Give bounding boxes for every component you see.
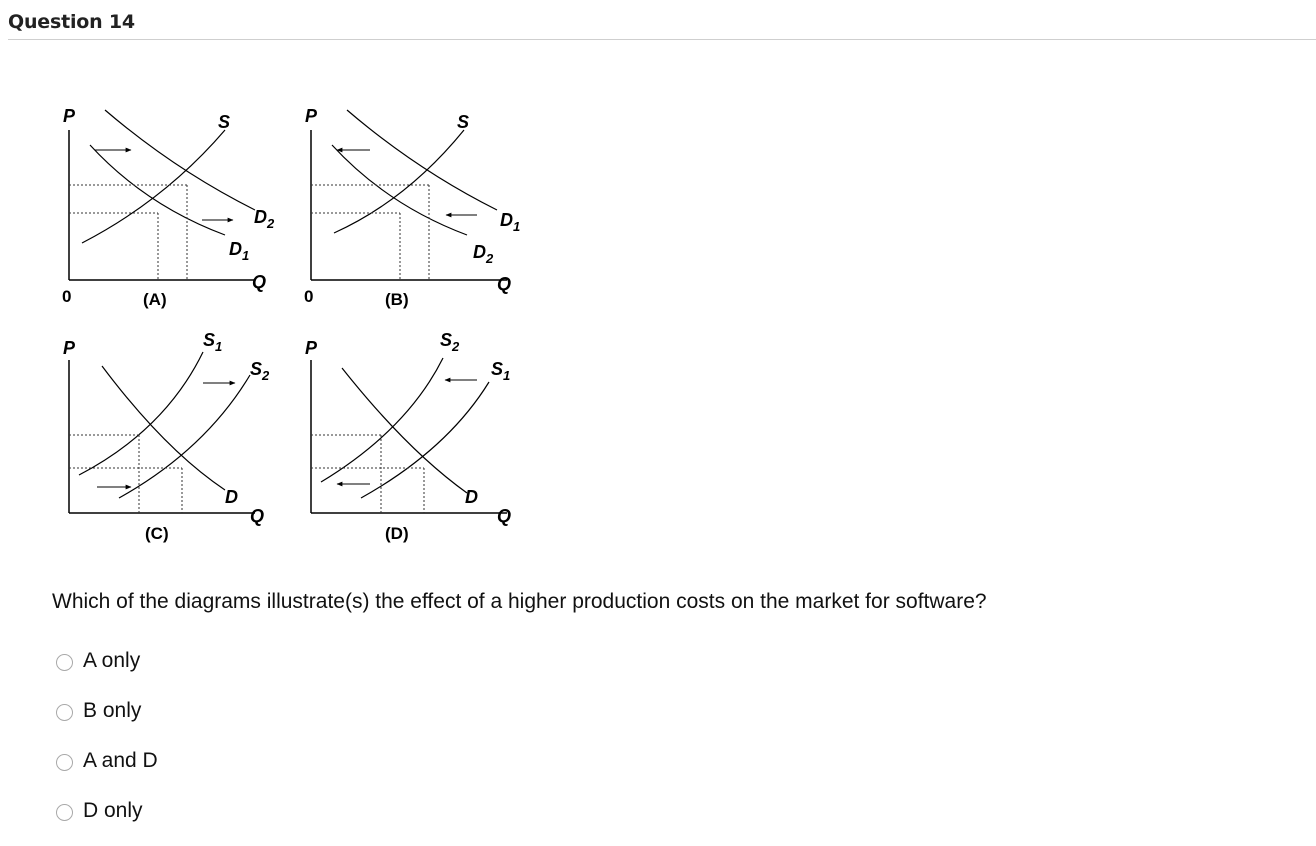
price-axis-label: P — [63, 338, 76, 358]
panel-b — [304, 106, 520, 309]
quantity-axis-label: Q — [250, 506, 265, 526]
demand-2-label: $D_2$ — [254, 207, 275, 231]
demand-curve — [342, 368, 467, 493]
demand-1-label: $D_1$ — [229, 239, 250, 263]
quantity-axis-label: Q — [497, 506, 512, 526]
option-label: B only — [83, 699, 142, 722]
panel-a — [62, 106, 275, 309]
option-label: D only — [83, 799, 143, 822]
option-a-and-d[interactable] — [56, 736, 158, 786]
demand-curve-2 — [105, 110, 255, 210]
option-label: A only — [83, 649, 141, 672]
option-a-only[interactable] — [56, 636, 158, 686]
panel-d — [305, 330, 511, 543]
option-label: A and D — [83, 749, 158, 772]
supply-1-label: $S_1$ — [203, 330, 223, 354]
radio-button[interactable] — [56, 754, 73, 771]
option-b-only[interactable] — [56, 686, 158, 736]
demand-label: D — [225, 487, 238, 507]
panel-c — [63, 330, 270, 543]
supply-2-label: $S_2$ — [250, 359, 270, 383]
radio-button[interactable] — [56, 704, 73, 721]
answer-options — [56, 636, 158, 836]
radio-button[interactable] — [56, 654, 73, 671]
demand-curve-1 — [347, 110, 497, 210]
demand-curve — [102, 366, 225, 490]
question-title: Question 14 — [8, 11, 135, 33]
origin-label: 0 — [304, 287, 314, 306]
price-axis-label: P — [305, 106, 318, 126]
supply-label: S — [457, 112, 470, 132]
demand-1-label: $D_1$ — [500, 210, 521, 234]
panel-caption: (C) — [145, 524, 169, 543]
price-axis-label: P — [63, 106, 76, 126]
supply-curve-2 — [321, 358, 443, 482]
quantity-axis-label: Q — [252, 272, 267, 292]
question-header — [8, 8, 1316, 40]
supply-demand-diagrams — [55, 90, 535, 560]
supply-curve-1 — [361, 382, 489, 498]
panel-caption: (A) — [143, 290, 167, 309]
demand-2-label: $D_2$ — [473, 242, 494, 266]
panel-caption: (D) — [385, 524, 409, 543]
question-prompt: Which of the diagrams illustrate(s) the effect of a higher production costs on the market for software? — [52, 590, 987, 613]
supply-1-label: $S_1$ — [491, 359, 511, 383]
supply-label: S — [218, 112, 231, 132]
origin-label: 0 — [62, 287, 72, 306]
panel-caption: (B) — [385, 290, 409, 309]
radio-button[interactable] — [56, 804, 73, 821]
price-axis-label: P — [305, 338, 318, 358]
supply-2-label: $S_2$ — [440, 330, 460, 354]
quantity-axis-label: Q — [497, 274, 512, 294]
demand-label: D — [465, 487, 478, 507]
option-d-only[interactable] — [56, 786, 158, 836]
